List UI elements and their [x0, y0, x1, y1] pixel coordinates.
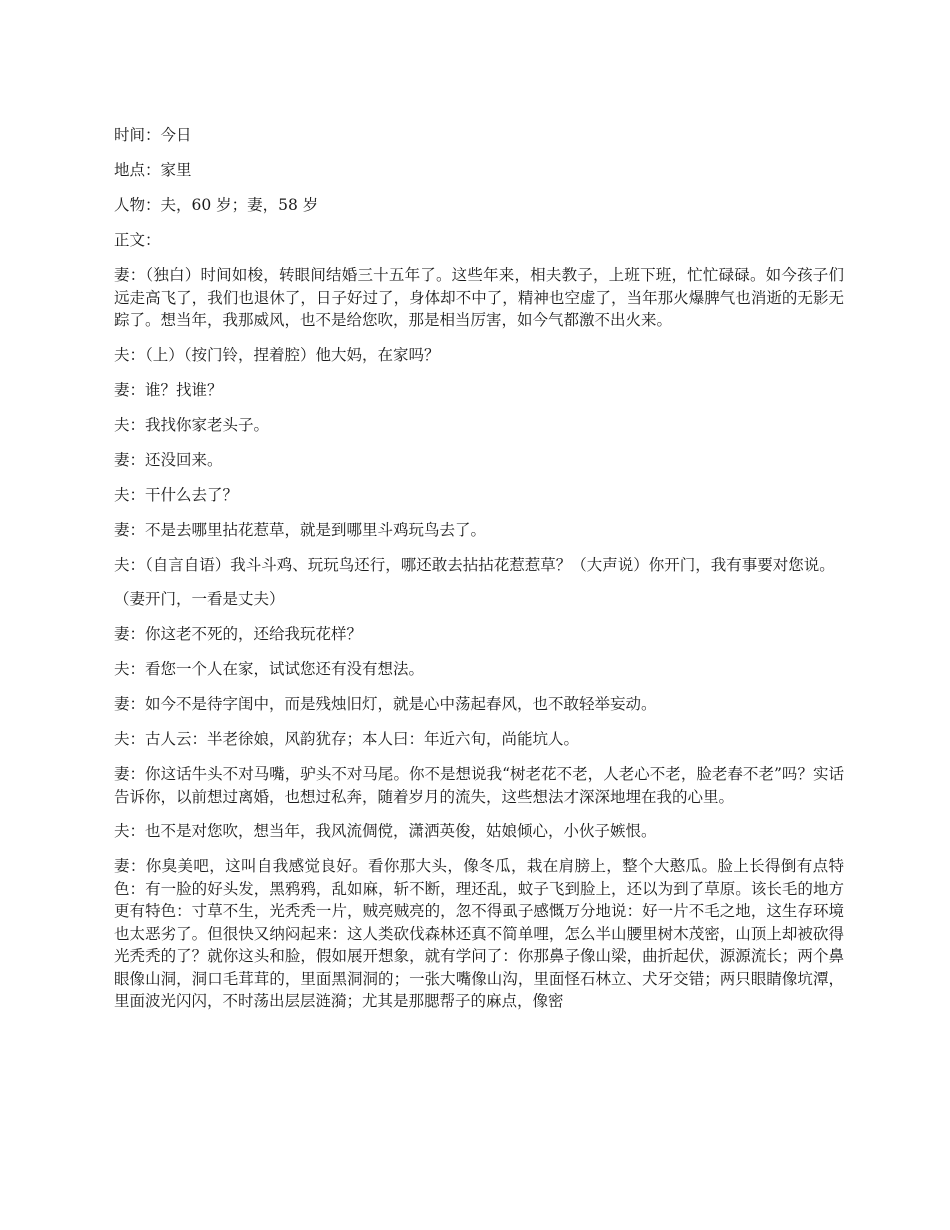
dialogue-paragraph: 夫：看您一个人在家，试试您还有没有想法。	[114, 660, 425, 678]
dialogue-paragraph: 夫：也不是对您吹，想当年，我风流倜傥，潇洒英俊，姑娘倾心，小伙子嫉恨。	[114, 822, 657, 840]
stage-direction: （妻开门，一看是丈夫）	[114, 590, 285, 608]
dialogue-paragraph: 妻：不是去哪里拈花惹草，就是到哪里斗鸡玩鸟去了。	[114, 520, 487, 539]
dialogue-paragraph: 妻：谁？找谁？	[114, 380, 223, 399]
body-heading: 正文：	[114, 231, 161, 249]
dialogue-paragraph: 夫：（自言自语）我斗斗鸡、玩玩鸟还行，哪还敢去拈拈花惹惹草？（大声说）你开门，我有事要对您说。	[114, 555, 835, 574]
dialogue-paragraph: 妻：你臭美吧，这叫自我感觉良好。看你那大头，像冬瓜，栽在肩膀上，整个大憨瓜。脸上长得倒有点特色：有一脸的好头发，黑鸦鸦，乱如麻，斩不断，理还乱，蚊子飞到脸上，还以为到了草原。该长毛的地方更有特色：寸草不生，光秃秃一片，贼亮贼亮的，忽不得虱子感慨万分地说：好一片不毛之地，这生存环境也太恶劣了。但很快又纳闷起来：这人类砍伐森林还真不简单哩，怎么半山腰里树木茂密，山顶上却被砍得光秃秃的了？就你这头和脸，假如展开想象，就有学问了：你那鼻子像山梁，曲折起伏，源源流长；两个鼻眼像山洞，洞口毛茸茸的，里面黑洞洞的；一张大嘴像山沟，里面怪石林立、犬牙交错；两只眼睛像坑潭，里面波光闪闪，不时荡出层层涟漪；尤其是那腮帮子的麻点，像密	[114, 857, 844, 1010]
dialogue-paragraph: 妻：你这话牛头不对马嘴，驴头不对马尾。你不是想说我“树老花不老，人老心不老，脸老春不老”吗？实话告诉你，以前想过离婚，也想过私奔，随着岁月的流失，这些想法才深深地埋在我的心里。	[114, 765, 844, 806]
dialogue-paragraph: 妻：你这老不死的，还给我玩花样？	[114, 625, 363, 643]
dialogue-paragraph: 妻：如今不是待字闺中，而是残烛旧灯，就是心中荡起春风，也不敢轻举妄动。	[114, 695, 657, 713]
place-line: 地点：家里	[114, 161, 192, 179]
dialogue-paragraph: 夫：我找你家老头子。	[114, 415, 270, 434]
dialogue-paragraph: 夫：干什么去了？	[114, 485, 239, 504]
document-page	[114, 124, 844, 1025]
dialogue-paragraph: 妻：（独白）时间如梭，转眼间结婚三十五年了。这些年来，相夫教子，上班下班，忙忙碌碌。如今孩子们远走高飞了，我们也退休了，日子好过了，身体却不中了，精神也空虚了，当年那火爆脾气也消逝的无影无踪了。想当年，我那威风，也不是给您吹，那是相当厉害，如今气都激不出火来。	[114, 266, 844, 329]
characters-line: 人物：夫，60 岁；妻，58 岁	[114, 196, 319, 214]
time-line: 时间：今日	[114, 126, 192, 144]
dialogue-paragraph: 夫：（上）（按门铃，捏着腔）他大妈，在家吗？	[114, 345, 440, 364]
dialogue-paragraph: 夫：古人云：半老徐娘，风韵犹存；本人曰：年近六旬，尚能坑人。	[114, 730, 580, 748]
dialogue-paragraph: 妻：还没回来。	[114, 450, 223, 469]
